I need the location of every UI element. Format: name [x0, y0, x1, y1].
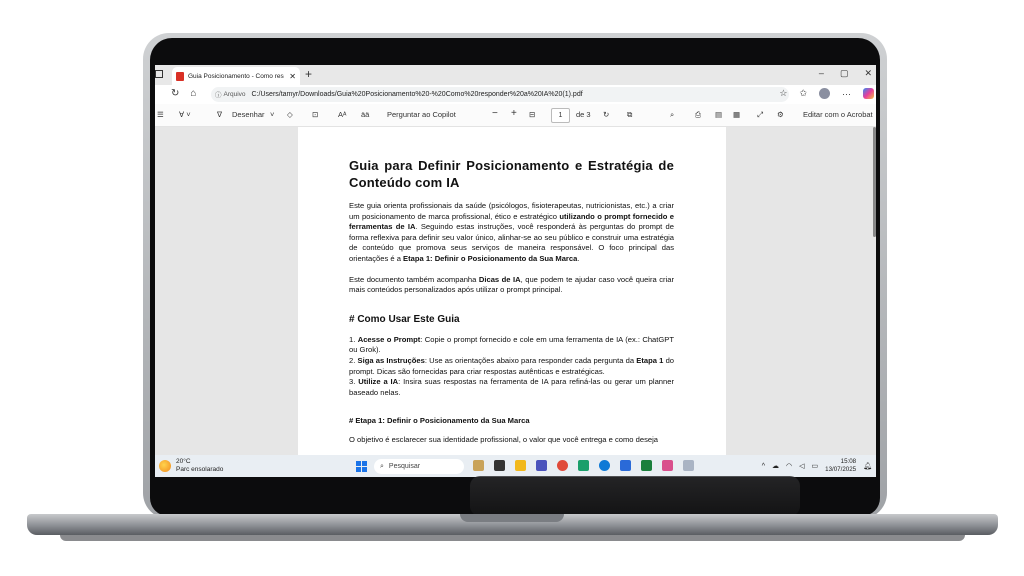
info-icon: ⓘ	[215, 92, 222, 99]
store-icon[interactable]	[578, 460, 589, 471]
step1-paragraph: O objetivo é esclarecer sua identidade profissional, o valor que você entrega e como deseja	[349, 435, 658, 445]
photos-icon[interactable]	[662, 460, 673, 471]
sun-icon	[159, 460, 171, 472]
weather-widget[interactable]	[159, 458, 223, 474]
system-tray	[762, 458, 872, 474]
excel-icon[interactable]	[641, 460, 652, 471]
chevron-down-icon[interactable]: ˅	[270, 110, 275, 119]
start-button[interactable]	[356, 461, 367, 472]
volume-icon[interactable]: ◁	[799, 463, 805, 470]
save-as-icon[interactable]: ▦	[733, 110, 741, 119]
steps-list: 1. Acesse o Prompt: Copie o prompt fornecido e cole em uma ferramenta de IA (ex.: ChatGPT ou Grok). 2. Siga as Instruções: Use as orientações abaixo para responder cada pergunta da Etapa 1 do prompt. Dicas são fornecidas para criar respostas autênticas e estratégicas. 3. Utilize a IA: Insira suas respostas na ferramenta de IA para refiná-las ou gerar um planner baseado nelas.	[349, 334, 675, 397]
notification-bell-icon[interactable]: 🔔︎	[863, 463, 872, 470]
pdf-page	[298, 127, 726, 455]
cloud-icon[interactable]: ☁	[772, 463, 780, 470]
two-page-icon[interactable]: ⧉	[627, 110, 633, 119]
taskbar-search[interactable]	[374, 459, 464, 474]
pinned-apps	[473, 460, 694, 471]
favorite-star-icon[interactable]: ☆	[779, 88, 788, 98]
search-icon[interactable]: ⌕	[670, 110, 675, 119]
profile-avatar[interactable]	[819, 88, 830, 99]
date: 13/07/2025	[825, 466, 857, 473]
save-icon[interactable]: ▤	[715, 110, 723, 119]
browser-actions	[779, 88, 874, 99]
widgets-icon[interactable]	[473, 460, 484, 471]
tab-actions-icon[interactable]	[155, 70, 163, 78]
edge-icon[interactable]	[599, 460, 610, 471]
intro-paragraph: Este guia orienta profissionais da saúde (psicólogos, fisioterapeutas, nutricionistas, etc.) a criar um posicionamento de marca profissional, ético e estratégico utilizando o prompt fornecido e ferramentas de IA. Seguindo estas instruções, você responderá às perguntas do prompt de forma reflexiva para definir seu valor único, alinhar-se ao seu público e construir uma estratégia de conteúdo que promova seus serviços de maneira responsável. O foco principal das orientações é a Etapa 1: Definir o Posicionamento da Sua Marca.	[349, 201, 674, 263]
page-view-icon[interactable]: ⊡	[312, 110, 319, 119]
gear-icon[interactable]: ⚙	[777, 110, 784, 119]
teams-icon[interactable]	[536, 460, 547, 471]
document-title: Guia para Definir Posicionamento e Estratégia de Conteúdo com IA	[349, 158, 674, 190]
refresh-icon[interactable]: ↻	[171, 88, 180, 99]
tab-bar	[155, 65, 876, 85]
read-aloud-icon[interactable]: Aᴬ	[338, 110, 347, 119]
laptop-screen	[155, 65, 876, 477]
tab-title: Guia Posicionamento - Como res	[188, 72, 284, 80]
chrome-icon[interactable]	[557, 460, 568, 471]
time: 15:08	[840, 458, 857, 465]
draw-icon[interactable]: ∇	[217, 110, 223, 119]
page-number-input[interactable]: 1	[551, 108, 570, 123]
windows-taskbar	[155, 455, 876, 477]
nav-buttons	[171, 88, 196, 99]
keyboard-reflection	[470, 476, 800, 516]
battery-icon[interactable]: ▭	[811, 463, 819, 470]
file-explorer-icon[interactable]	[515, 460, 526, 471]
rotate-icon[interactable]: ↻	[603, 110, 610, 119]
url-field[interactable]	[211, 87, 789, 102]
wifi-icon[interactable]: ◠	[786, 463, 793, 470]
laptop-foot	[60, 535, 965, 541]
maximize-button[interactable]: ▢	[839, 68, 849, 78]
more-menu-icon[interactable]: ···	[842, 88, 851, 99]
temperature: 20°C	[176, 458, 191, 465]
favorites-icon[interactable]: ✩	[799, 88, 807, 98]
file-chip-label: Arquivo	[223, 91, 246, 98]
search-icon: ⌕	[380, 462, 384, 470]
edit-acrobat-button[interactable]: Editar com o Acrobat	[803, 110, 873, 119]
draw-button[interactable]: Desenhar	[232, 110, 265, 119]
zoom-out-button[interactable]: −	[492, 108, 498, 119]
task-view-icon[interactable]	[494, 460, 505, 471]
translate-icon[interactable]: ää	[361, 110, 370, 119]
copilot-button[interactable]: Perguntar ao Copilot	[387, 110, 456, 119]
scrollbar[interactable]	[873, 127, 876, 237]
window-controls	[819, 68, 872, 79]
step1-heading: # Etapa 1: Definir o Posicionamento da Sua Marca	[349, 416, 530, 426]
tab-pdf[interactable]	[172, 67, 300, 85]
zoom-in-button[interactable]: +	[511, 108, 517, 119]
address-bar	[155, 85, 876, 104]
laptop-notch	[460, 514, 564, 522]
highlight-icon[interactable]: ∀ ˅	[179, 110, 191, 119]
word-icon[interactable]	[620, 460, 631, 471]
pdf-toolbar	[155, 104, 876, 127]
tab-close-icon[interactable]: ✕	[289, 71, 296, 81]
fullscreen-icon[interactable]: ⤢	[757, 110, 763, 119]
app-icon[interactable]	[683, 460, 694, 471]
search-placeholder: Pesquisar	[388, 463, 421, 470]
print-icon[interactable]: ⎙	[695, 110, 701, 119]
copilot-icon[interactable]	[863, 88, 874, 99]
home-icon[interactable]: ⌂	[190, 88, 197, 99]
minimize-button[interactable]: –	[818, 68, 824, 78]
page-total: de 3	[576, 110, 591, 119]
pdf-icon	[176, 72, 184, 81]
clock[interactable]	[825, 458, 856, 474]
chevron-up-icon[interactable]: ^	[761, 462, 766, 470]
new-tab-button[interactable]: +	[305, 67, 313, 81]
fit-page-icon[interactable]: ⊟	[529, 110, 536, 119]
eraser-icon[interactable]: ◇	[287, 110, 293, 119]
close-window-button[interactable]: ✕	[864, 68, 872, 78]
weather-text: Parc ensolarado	[176, 466, 224, 473]
ai-tips-paragraph: Este documento também acompanha Dicas de IA, que podem te ajudar caso você queira criar mais conteúdos personalizados após utilizar o prompt principal.	[349, 274, 674, 295]
file-info-chip[interactable]	[215, 90, 246, 99]
contents-icon[interactable]: ☰	[157, 110, 164, 119]
how-to-heading: # Como Usar Este Guia	[349, 313, 460, 325]
url-text: C:/Users/tamyr/Downloads/Guia%20Posicionamento%20-%20Como%20responder%20a%20IA%20(1).pdf	[251, 91, 583, 98]
pdf-viewer[interactable]	[155, 127, 876, 455]
